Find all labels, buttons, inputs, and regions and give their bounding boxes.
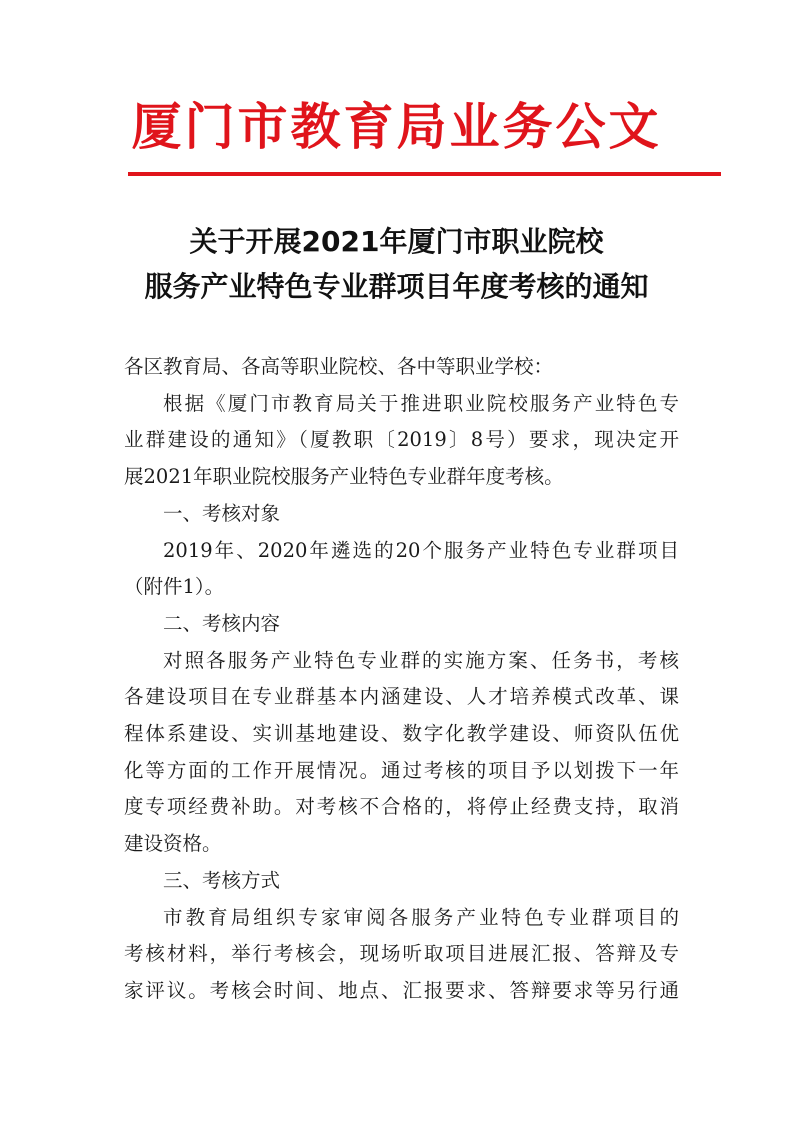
masthead-red-rule: [128, 172, 721, 176]
section-3-paragraph: [124, 900, 679, 1010]
section-3-line: 市教育局组织专家审阅各服务产业特色专业群项目的: [163, 905, 679, 929]
document-masthead: 厦门市教育局业务公文: [131, 98, 662, 156]
section-3-line: 家评议。考核会时间、地点、汇报要求、答辩要求等另行通: [124, 978, 679, 1002]
section-1-paragraph: [124, 533, 679, 606]
section-2-line: 度专项经费补助。对考核不合格的，将停止经费支持，取消: [124, 795, 679, 819]
section-3-line: 考核材料，举行考核会，现场听取项目进展汇报、答辩及专: [124, 942, 679, 966]
section-2-line: 各建设项目在专业群基本内涵建设、人才培养模式改革、课: [124, 685, 679, 709]
intro-paragraph: [124, 386, 679, 496]
section-2-paragraph: [124, 643, 679, 863]
section-1-line: 2019年、2020年遴选的20个服务产业特色专业群项目: [163, 538, 679, 562]
intro-line: 展2021年职业院校服务产业特色专业群年度考核。: [124, 465, 564, 489]
intro-line: 根据《厦门市教育局关于推进职业院校服务产业特色专: [163, 391, 679, 415]
section-2-line: 程体系建设、实训基地建设、数字化教学建设、师资队伍优: [124, 722, 679, 746]
section-1-line: （附件1）。: [124, 575, 225, 599]
notice-title-line-1: 关于开展2021年厦门市职业院校: [189, 225, 604, 258]
section-2-heading: 二、考核内容: [163, 611, 281, 635]
notice-title-line-2: 服务产业特色专业群项目年度考核的通知: [144, 270, 649, 303]
notice-body: [124, 349, 679, 1010]
section-1-heading: 一、考核对象: [163, 501, 281, 525]
intro-line: 业群建设的通知》（厦教职〔2019〕8号）要求，现决定开: [124, 428, 679, 452]
section-2-line: 建设资格。: [124, 832, 222, 856]
section-2-line: 对照各服务产业特色专业群的实施方案、任务书，考核: [163, 648, 679, 672]
section-3-heading: 三、考核方式: [163, 868, 281, 892]
salutation: 各区教育局、各高等职业院校、各中等职业学校：: [124, 355, 554, 378]
section-2-line: 化等方面的工作开展情况。通过考核的项目予以划拨下一年: [124, 758, 679, 782]
